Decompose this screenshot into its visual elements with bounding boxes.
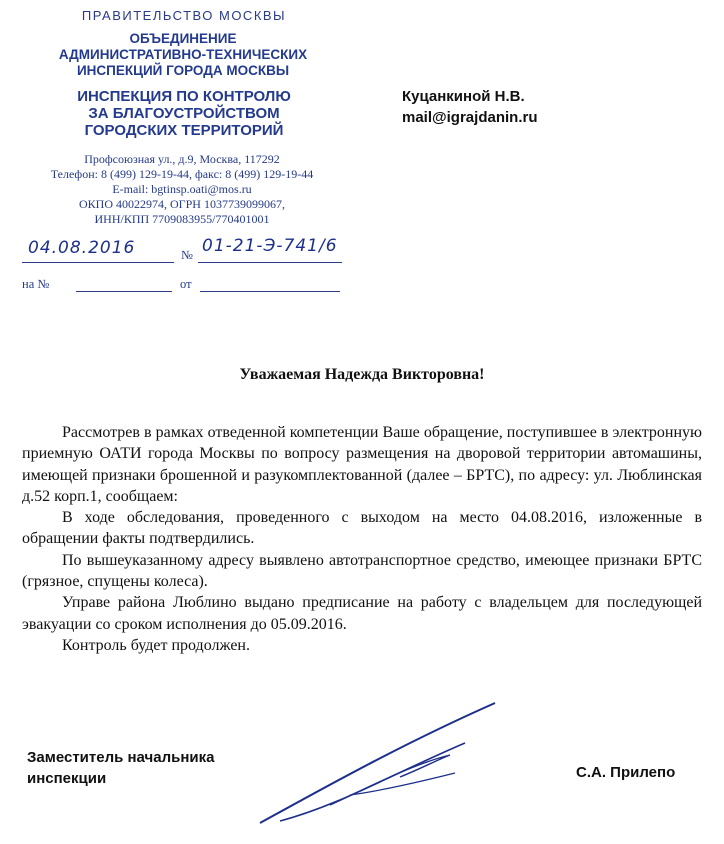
number-sign: №	[181, 248, 193, 262]
signatory-name: С.А. Прилепо	[576, 764, 676, 781]
body-paragraph: Рассмотрев в рамках отведенной компетенции Ваше обращение, поступившее в электронную приемную ОАТИ города Москвы по вопросу размещения на дворовой территории автомашины, имеющей признаки брошенной и разукомплектованной (далее – БРТС), по адресу: ул. Люблинская д.52 корп.1, сообщаем:	[22, 424, 702, 505]
contact-line: Телефон: 8 (499) 129-19-44, факс: 8 (499) 129-19-44	[50, 167, 314, 181]
inspection-line: ИНСПЕКЦИЯ ПО КОНТРОЛЮ	[77, 88, 291, 105]
reply-number-label: на №	[22, 277, 50, 291]
recipient-name: Куцанкиной Н.В.	[402, 88, 525, 105]
outgoing-number: 01-21-Э-741/6	[202, 236, 338, 256]
organization-line: АДМИНИСТРАТИВНО-ТЕХНИЧЕСКИХ	[58, 47, 308, 62]
position-line: инспекции	[27, 770, 107, 787]
inspection-line: ГОРОДСКИХ ТЕРРИТОРИЙ	[84, 122, 284, 139]
reply-from-label: от	[180, 277, 192, 291]
contact-block	[22, 152, 342, 227]
reply-date-field	[200, 277, 340, 292]
contact-line: Профсоюзная ул., д.9, Москва, 117292	[84, 152, 280, 166]
recipient-email: mail@igrajdanin.ru	[402, 109, 538, 126]
body-paragraph: В ходе обследования, проведенного с выходом на место 04.08.2016, изложенные в обращении факты подтвердились.	[22, 509, 702, 548]
government-title: ПРАВИТЕЛЬСТВО МОСКВЫ	[81, 8, 287, 23]
outgoing-number-field	[198, 236, 342, 263]
contact-line: ИНН/КПП 7709083955/770401001	[94, 212, 270, 226]
position-line: Заместитель начальника	[27, 749, 215, 766]
organization-line: ОБЪЕДИНЕНИЕ	[129, 31, 237, 46]
organization-line: ИНСПЕКЦИЙ ГОРОДА МОСКВЫ	[76, 63, 290, 78]
organization-name	[38, 31, 328, 79]
recipient-block	[402, 86, 537, 128]
inspection-name	[55, 88, 313, 139]
outgoing-date: 04.08.2016	[28, 238, 136, 258]
body-paragraph: По вышеуказанному адресу выявлено автотранспортное средство, имеющее признаки БРТС (грязное, спущены колеса).	[22, 551, 702, 591]
contact-line: ОКПО 40022974, ОГРН 1037739099067,	[79, 197, 285, 211]
body-paragraph: Контроль будет продолжен.	[62, 636, 250, 654]
inspection-line: ЗА БЛАГОУСТРОЙСТВОМ	[88, 105, 280, 122]
letter-body	[22, 422, 702, 656]
outgoing-date-field	[22, 238, 174, 263]
contact-line: E-mail: bgtinsp.oati@mos.ru	[112, 182, 252, 196]
reply-number-field	[76, 277, 172, 292]
body-paragraph: Управе района Люблино выдано предписание на работу с владельцем для последующей эвакуации со сроком исполнения до 05.09.2016.	[22, 594, 702, 633]
salutation: Уважаемая Надежда Викторовна!	[239, 366, 485, 383]
handwritten-signature	[250, 695, 510, 835]
signatory-position	[27, 747, 214, 789]
